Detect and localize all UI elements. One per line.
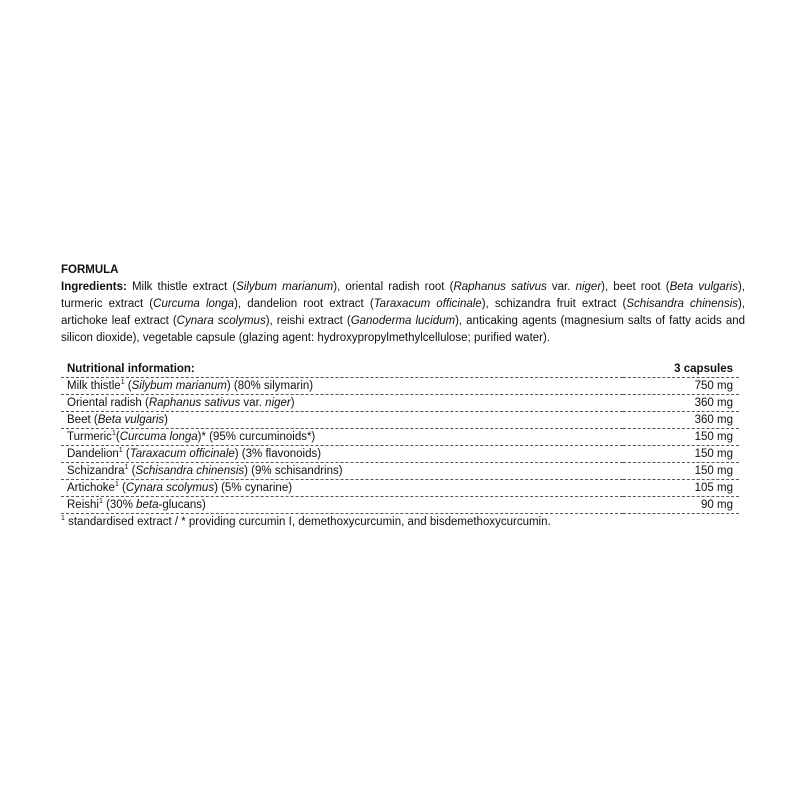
nutrient-text: ( bbox=[118, 482, 126, 494]
nutrition-row-artichoke bbox=[61, 480, 739, 497]
ingredients-text: var. bbox=[546, 281, 576, 293]
latin-name: Cynara scolymus bbox=[176, 314, 266, 327]
latin-name: Curcuma longa bbox=[153, 297, 235, 310]
footnote-ref: 1 bbox=[124, 464, 129, 472]
nutrient-text: -glucans) bbox=[158, 499, 206, 511]
latin-name: Beta vulgaris bbox=[669, 281, 738, 293]
nutrient-amount: 150 mg bbox=[623, 446, 739, 463]
nutrient-text: ( bbox=[128, 465, 136, 477]
nutrient-text: ( bbox=[115, 431, 120, 443]
latin-name: Cynara scolymus bbox=[125, 482, 215, 494]
latin-name: niger bbox=[575, 281, 602, 293]
nutrient-text: ) (5% cynarine) bbox=[214, 482, 293, 494]
latin-name: Schisandra chinensis bbox=[626, 297, 739, 310]
ingredients-text: ), dandelion root extract ( bbox=[234, 297, 374, 310]
latin-name: Silybum marianum bbox=[131, 380, 227, 392]
ingredients-text: ), oriental radish root ( bbox=[333, 281, 454, 293]
nutrition-row-turmeric bbox=[61, 429, 739, 446]
nutrient-amount: 360 mg bbox=[623, 395, 739, 412]
ingredients-text: ), reishi extract ( bbox=[265, 314, 351, 327]
footnote-ref: 1 bbox=[118, 447, 123, 455]
nutrient-name bbox=[61, 412, 623, 429]
nutrient-name bbox=[61, 480, 623, 497]
latin-name: Raphanus sativus bbox=[148, 397, 241, 409]
nutrient-text: Oriental radish ( bbox=[67, 397, 149, 409]
nutrient-amount: 150 mg bbox=[623, 463, 739, 480]
latin-name: beta bbox=[136, 499, 159, 511]
nutrition-row-milk-thistle bbox=[61, 378, 739, 395]
ingredients-label: Ingredients: bbox=[61, 281, 127, 293]
ingredients-text: ), schizandra fruit extract ( bbox=[481, 297, 627, 310]
ingredients-text: ), beet root ( bbox=[601, 281, 670, 293]
footnote-text: standardised extract / * providing curcumin I, demethoxycurcumin, and bisdemethoxycurcumin. bbox=[64, 516, 551, 528]
nutrient-amount: 750 mg bbox=[623, 378, 739, 395]
formula-section bbox=[61, 262, 745, 347]
footnote-mark: 1 bbox=[61, 515, 65, 523]
nutrient-text: Turmeric bbox=[67, 431, 112, 443]
nutrition-row-oriental-radish bbox=[61, 395, 739, 412]
nutrient-text: Milk thistle bbox=[67, 380, 121, 392]
nutrition-row-beet bbox=[61, 412, 739, 429]
footnote-ref: 1 bbox=[111, 430, 116, 438]
latin-name: Ganoderma lucidum bbox=[350, 314, 456, 327]
footnote-ref: 1 bbox=[114, 481, 119, 489]
nutrition-table-header bbox=[61, 361, 739, 378]
ingredients-text: ), turmeric extract ( bbox=[61, 281, 745, 310]
nutrition-row-dandelion bbox=[61, 446, 739, 463]
nutrient-name bbox=[61, 446, 623, 463]
nutrient-amount: 150 mg bbox=[623, 429, 739, 446]
nutrient-text: ) bbox=[290, 397, 295, 409]
nutrient-text: Dandelion bbox=[67, 448, 119, 460]
nutrient-amount: 105 mg bbox=[623, 480, 739, 497]
latin-name: Raphanus sativus bbox=[453, 281, 547, 293]
nutrient-text: ( bbox=[122, 448, 130, 460]
footnote-ref: 1 bbox=[120, 379, 125, 387]
nutrient-name bbox=[61, 378, 623, 395]
nutrient-text: Beet ( bbox=[67, 414, 98, 426]
nutrition-header-amount: 3 capsules bbox=[623, 361, 739, 378]
footnote bbox=[61, 514, 551, 530]
nutrient-name bbox=[61, 429, 623, 446]
nutrition-row-reishi bbox=[61, 497, 739, 514]
latin-name: Silybum marianum bbox=[236, 281, 334, 293]
nutrient-text: ) bbox=[164, 414, 169, 426]
nutrition-row-schizandra bbox=[61, 463, 739, 480]
latin-name: Beta vulgaris bbox=[97, 414, 165, 426]
ingredients-text: ), anticaking agents (magnesium salts of fatty acids and silicon dioxide), vegetable capsule (glazing agent: hydroxypropylmethylcellulose; purified water). bbox=[61, 314, 746, 344]
nutrient-name bbox=[61, 463, 623, 480]
latin-name: niger bbox=[265, 397, 291, 409]
nutrient-amount: 90 mg bbox=[623, 497, 739, 514]
ingredients-text: Milk thistle extract ( bbox=[131, 281, 237, 293]
latin-name: Schisandra chinensis bbox=[135, 465, 245, 477]
footnote-ref: 1 bbox=[98, 498, 103, 506]
nutrient-text: ) (9% schisandrins) bbox=[244, 465, 343, 477]
nutrient-name bbox=[61, 395, 623, 412]
nutrient-text: ) (3% flavonoids) bbox=[234, 448, 322, 460]
nutrient-text: ( bbox=[124, 380, 132, 392]
latin-name: Curcuma longa bbox=[119, 431, 198, 443]
nutrient-name bbox=[61, 497, 623, 514]
nutrition-table bbox=[61, 361, 739, 514]
nutrient-text: var. bbox=[240, 397, 266, 409]
formula-heading: FORMULA bbox=[61, 264, 119, 276]
nutrient-amount: 360 mg bbox=[623, 412, 739, 429]
ingredients-paragraph bbox=[61, 279, 745, 347]
nutrient-text: Schizandra bbox=[67, 465, 125, 477]
nutrient-text: Reishi bbox=[67, 499, 99, 511]
nutrient-text: Artichoke bbox=[67, 482, 115, 494]
nutrient-text: (30% bbox=[102, 499, 137, 511]
ingredients-text: ), artichoke leaf extract ( bbox=[61, 297, 746, 327]
nutrient-text: ) (80% silymarin) bbox=[226, 380, 314, 392]
latin-name: Taraxacum officinale bbox=[129, 448, 235, 460]
latin-name: Taraxacum officinale bbox=[373, 297, 482, 310]
nutrient-text: )* (95% curcuminoids*) bbox=[197, 431, 316, 443]
nutrition-header-label: Nutritional information: bbox=[61, 361, 623, 378]
